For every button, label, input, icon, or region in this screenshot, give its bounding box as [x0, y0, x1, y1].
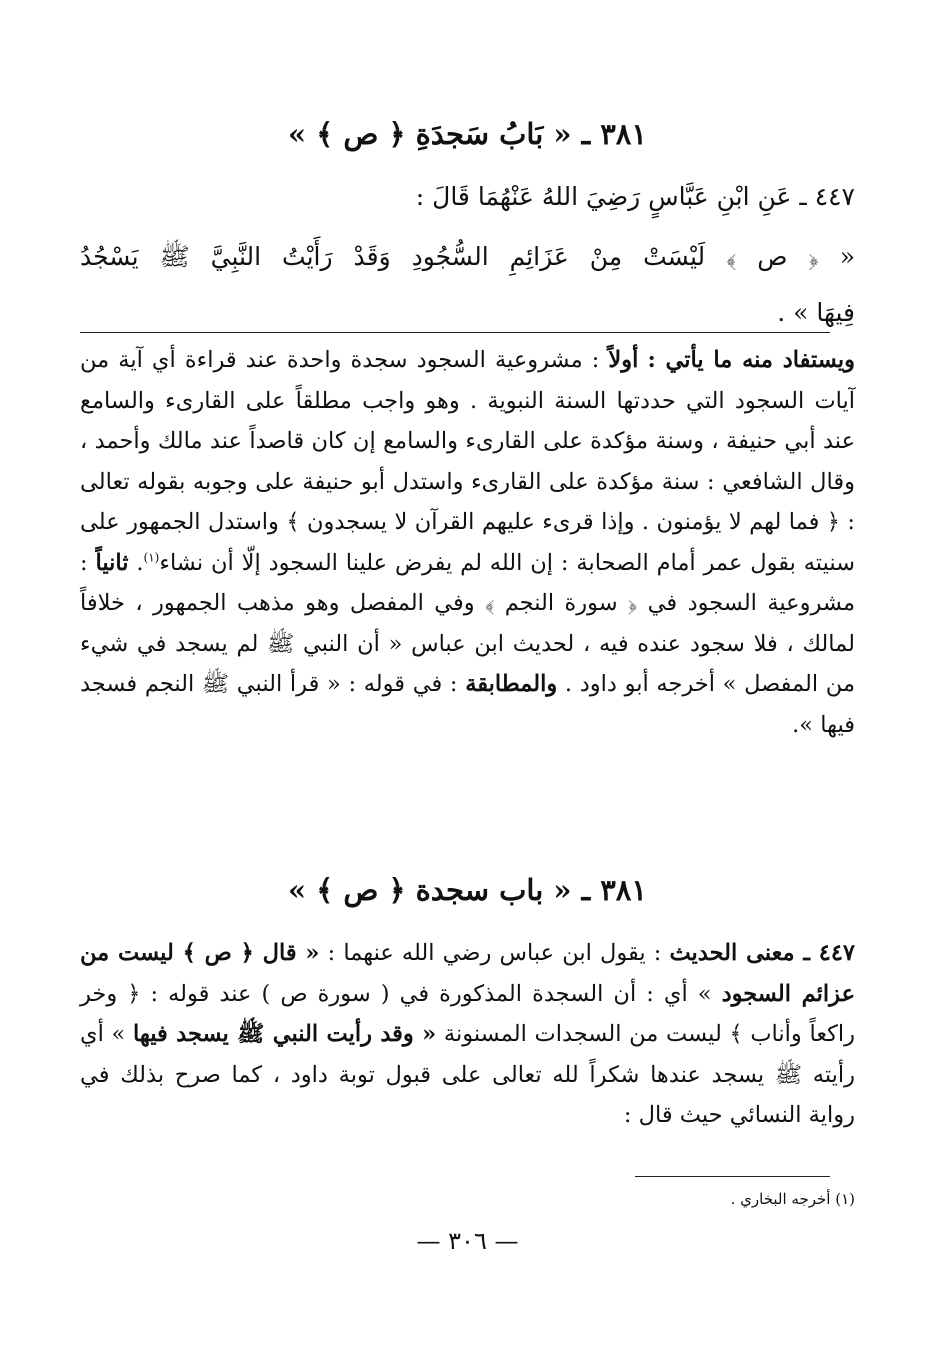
- explanation-quote-1: « قال ﴿ ص ﴾ ليست من عزائم السجود: [80, 940, 855, 1007]
- explanation-part-3: » أي رأيته ﷺ يسجد عندها شكراً لله تعالى على قبول توبة داود ، كما صرح بذلك في رواية النسائي حيث قال :: [80, 1021, 855, 1128]
- footnote-divider: [635, 1176, 830, 1177]
- footnote-marker: (١): [143, 550, 160, 564]
- hadith-line-3: فِيهَا » .: [777, 298, 855, 327]
- section-divider: [80, 332, 830, 333]
- second-point-label: ثانياً: [95, 549, 129, 576]
- chapter-heading-2: ٣٨١ ـ « باب سجدة ﴿ ص ﴾ »: [288, 873, 647, 907]
- hadith-line-2: « ﴿ ص ﴾ لَيْسَتْ مِنْ عَزَائِمِ السُّجُودِ وَقَدْ رَأَيْتُ النَّبِيَّ ﷺ يَسْجُدُ: [80, 242, 855, 271]
- footnote-text: (١) أخرجه البخاري .: [730, 1190, 855, 1208]
- commentary-part-3: : في قوله : « قرأ النبي ﷺ النجم فسجد فيها ».: [80, 671, 855, 738]
- explanation-part-1: : يقول ابن عباس رضي الله عنهما :: [327, 940, 662, 966]
- commentary-part-1: : مشروعية السجود سجدة واحدة عند قراءة أي آية من آيات السجود التي حددتها السنة النبوية . وهو واجب مطلقاً على القارىء والسامع عند أبي حنيفة ، وسنة مؤكدة على القارىء والسامع إن كان قاصداً عند مالك وأحمد ، وقال الشافعي : سنة مؤكدة على القارىء واستدل أبو حنيفة على وجوبه بقوله تعالى : ﴿ فما لهم لا يؤمنون . وإذا قرىء عليهم القرآن لا يسجدون ﴾ واستدل الجمهور على سنيته بقول عمر أمام الصحابة : إن الله لم يفرض علينا السجود إلّا أن نشاء: [80, 347, 856, 576]
- commentary-lead: ويستفاد منه ما يأتي :: [647, 347, 855, 373]
- page-number: — ٣٠٦ —: [416, 1227, 519, 1255]
- hadith-line-1: ٤٤٧ ـ عَنِ ابْنِ عَبَّاسٍ رَضِيَ اللهُ عَنْهُمَا قَالَ :: [415, 182, 855, 211]
- explanation-lead: ٤٤٧ ـ معنى الحديث: [669, 940, 856, 966]
- explanation-paragraph: [80, 933, 855, 1173]
- commentary-paragraph: ويستفاد منه ما يأتي : أولاً : مشروعية السجود سجدة واحدة عند قراءة أي آية من آيات السجود التي حددتها السنة النبوية . وهو واجب مطلقاً على القارىء والسامع عند أبي حنيفة ، وسنة مؤكدة على القارىء والسامع إن كان قاصداً عند مالك وأحمد ، وقال الشافعي : سنة مؤكدة على القارىء واستدل أبو حنيفة على وجوبه بقوله تعالى : ﴿ فما لهم لا يؤمنون . وإذا قرىء عليهم القرآن لا يسجدون ﴾ واستدل الجمهور على سنيته بقول عمر أمام الصحابة : إن الله لم يفرض علينا السجود إلّا أن نشاء$^{(١)}$. ثانياً : مشروعية السجود في ﴿ سورة النجم ﴾ وفي المفصل وهو مذهب الجمهور ، خلافاً لمالك ، فلا سجود عنده فيه ، لحديث ابن عباس « أن النبي ﷺ لم يسجد في شيء من المفصل » أخرجه أبو داود . والمطابقة : في قوله : « قرأ النبي ﷺ النجم فسجد فيها ».: [80, 347, 856, 738]
- explanation-part-2: » أي : أن السجدة المذكورة في ( سورة ص ) عند قوله : ﴿ وخر راكعاً وأناب ﴾ ليست من السجدات المسنونة: [80, 980, 855, 1047]
- chapter-heading: ٣٨١ ـ « بَابُ سَجدَةِ ﴿ ص ﴾ »: [288, 117, 647, 151]
- first-point-label: أولاً: [608, 347, 639, 373]
- explanation-quote-2: « وقد رأيت النبي ﷺ يسجد فيها: [133, 1021, 437, 1047]
- match-label: والمطابقة: [465, 671, 558, 697]
- commentary-part-2: : مشروعية السجود في ﴿ سورة النجم ﴾ وفي المفصل وهو مذهب الجمهور ، خلافاً لمالك ، فلا سجود عنده فيه ، لحديث ابن عباس « أن النبي ﷺ لم يسجد في شيء من المفصل » أخرجه أبو داود .: [80, 549, 855, 697]
